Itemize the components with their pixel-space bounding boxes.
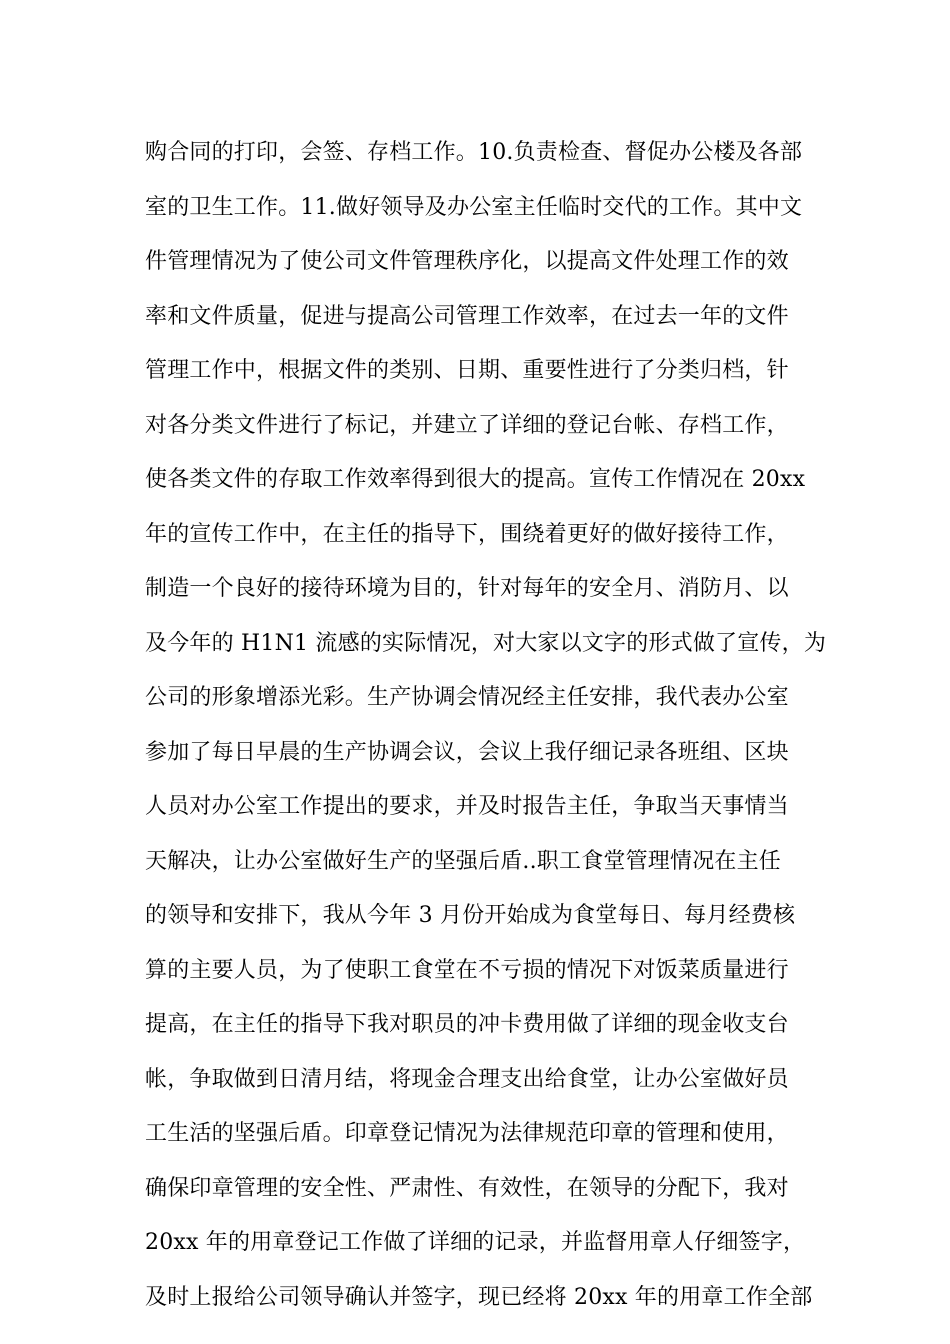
text-line: 室的卫生工作。11.做好领导及办公室主任临时交代的工作。其中文 [145,194,803,220]
text-line: 制造一个良好的接待环境为目的，针对每年的安全月、消防月、以 [145,576,789,601]
text-line: 及时上报给公司领导确认并签字，现已经将 20xx 年的用章工作全部 [145,1284,813,1310]
text-line: 购合同的打印，会签、存档工作。10.负责检查、督促办公楼及各部 [145,140,803,165]
text-line: 使各类文件的存取工作效率得到很大的提高。宣传工作情况在 20xx [145,467,806,492]
text-line: 20xx 年的用章登记工作做了详细的记录，并监督用章人仔细签字， [145,1230,806,1255]
text-line: 工生活的坚强后盾。印章登记情况为法律规范印章的管理和使用， [145,1121,789,1146]
body-text [145,131,827,1330]
text-line: 的领导和安排下，我从今年 3 月份开始成为食堂每日、每月经费核 [145,903,796,928]
text-line: 天解决，让办公室做好生产的坚强后盾..职工食堂管理情况在主任 [145,848,781,874]
text-line: 率和文件质量，促进与提高公司管理工作效率，在过去一年的文件 [145,303,789,329]
text-line: 参加了每日早晨的生产协调会议，会议上我仔细记录各班组、区块 [145,739,789,765]
text-line: 及今年的 H1N1 流感的实际情况，对大家以文字的形式做了宣传，为 [145,630,827,656]
text-line: 算的主要人员，为了使职工食堂在不亏损的情况下对饭菜质量进行 [145,957,789,983]
text-line: 公司的形象增添光彩。生产协调会情况经主任安排，我代表办公室 [145,685,789,710]
text-line: 提高，在主任的指导下我对职员的冲卡费用做了详细的现金收支台 [145,1012,789,1037]
text-line: 件管理情况为了使公司文件管理秩序化，以提高文件处理工作的效 [145,249,789,274]
text-line: 对各分类文件进行了标记，并建立了详细的登记台帐、存档工作， [145,412,789,438]
text-line: 管理工作中，根据文件的类别、日期、重要性进行了分类归档，针 [145,358,789,383]
text-line: 人员对办公室工作提出的要求，并及时报告主任，争取当天事情当 [145,794,789,819]
text-line: 确保印章管理的安全性、严肃性、有效性，在领导的分配下，我对 [145,1175,789,1201]
text-line: 帐，争取做到日清月结，将现金合理支出给食堂，让办公室做好员 [145,1066,789,1092]
text-line: 年的宣传工作中，在主任的指导下，围绕着更好的做好接待工作， [145,521,789,547]
